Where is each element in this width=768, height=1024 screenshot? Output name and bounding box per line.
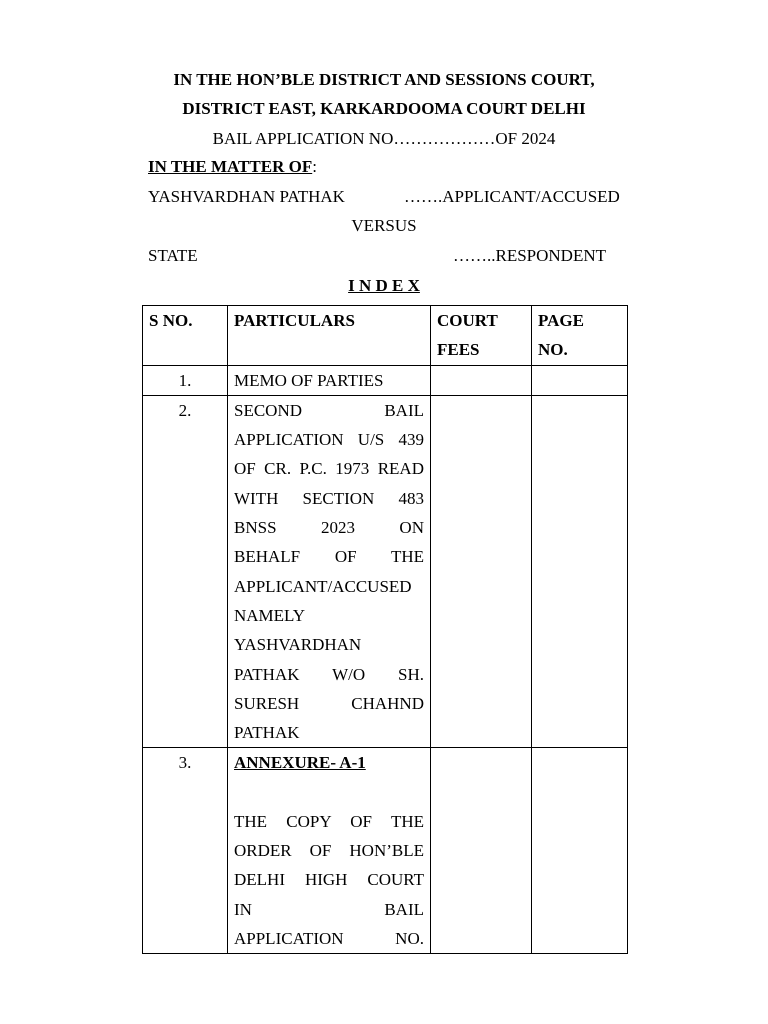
respondent-role: ……..RESPONDENT [453, 246, 607, 265]
index-title: I N D E X [348, 276, 420, 295]
row-particulars: SECOND BAIL APPLICATION U/S 439 OF CR. P.C. 1973 READ WITH SECTION 483 BNSS 2023 ON BEHALF OF THE APPLICANT/ACCUSED NAMELY YASHVARDHAN PATHAK W/O SH. SURESH CHAHND PATHAK [228, 395, 431, 748]
court-heading-line-2: DISTRICT EAST, KARKARDOOMA COURT DELHI [182, 99, 586, 118]
bail-application-number: BAIL APPLICATION NO………………OF 2024 [212, 129, 556, 148]
row-sno: 2. [143, 395, 228, 748]
index-table [142, 305, 628, 954]
row-page-no [532, 748, 628, 954]
table-row [143, 748, 628, 954]
court-heading-line-1: IN THE HON’BLE DISTRICT AND SESSIONS COURT, [173, 70, 595, 89]
row-page-no [532, 365, 628, 395]
applicant-role: …….APPLICANT/ACCUSED [404, 187, 620, 206]
versus-label: VERSUS [351, 216, 417, 235]
table-row [143, 395, 628, 748]
row-particulars: ANNEXURE- A-1 THE COPY OF THE ORDER OF HON’BLE DELHI HIGH COURT IN BAIL APPLICATION NO. [228, 748, 431, 954]
matter-label: IN THE MATTER OF [148, 157, 313, 176]
header-court-fees: COURT FEES [431, 306, 532, 366]
table-header-row [143, 306, 628, 366]
row-sno: 3. [143, 748, 228, 954]
annexure-title: ANNEXURE- A-1 [234, 753, 366, 773]
header-sno: S NO. [143, 306, 228, 366]
table-row [143, 365, 628, 395]
respondent-name: STATE [148, 246, 198, 265]
row-particulars: MEMO OF PARTIES [228, 365, 431, 395]
header-page-no: PAGE NO. [532, 306, 628, 366]
in-the-matter-of [148, 157, 317, 177]
row-sno: 1. [143, 365, 228, 395]
row-court-fees [431, 365, 532, 395]
row-court-fees [431, 748, 532, 954]
row-court-fees [431, 395, 532, 748]
header-particulars: PARTICULARS [228, 306, 431, 366]
row-page-no [532, 395, 628, 748]
applicant-name: YASHVARDHAN PATHAK [148, 187, 345, 206]
matter-colon: : [312, 157, 317, 176]
